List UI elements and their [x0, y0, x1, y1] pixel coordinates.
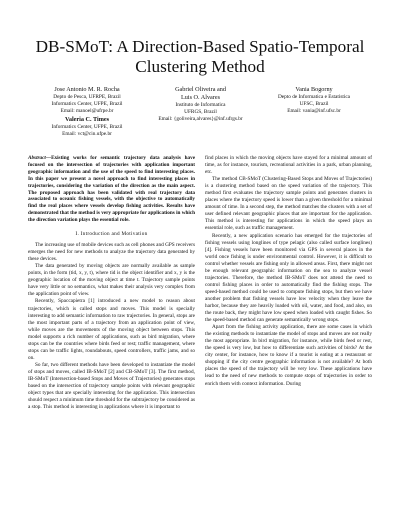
author-name: Valeria C. Times [64, 115, 110, 123]
paragraph: Recently, a new application scenario has emerged for the trajectories of fishing vessels using longlines of type pelagic (also called surface longlines) [4]. Fishing vessels have been monitored via GPS in several places in the world once fishing is under environmental control. However, it is difficult to control whether vessels are fishing only in allowed areas. First, there might not be enough relevant geographic information on the sea to analyze vessel trajectories. Therefore, the method IB-SMoT does not attend the need to control fishing places in order to automatically find the fishing stops. The speed-based method could be used to compute fishing stops, but then we have another problem that fishing vessels have low velocity when they leave the harbor, because they are heavily loaded with oil, water, and food, and also, on the route back, they might have low speed when loaded with caught fishes. So the speed-based method can generate semantically wrong stops. [205, 232, 372, 324]
paragraph: So far, two different methods have been developed to instantiate the model of stops and moves, called IB-SMoT [2] and CB-SMoT [3]. The first method, IB-SMoT (Intersection-based Stops and Moves of Trajectories) generates stops based on the intersection of trajectory sample points with relevant geographic object types that are specially interesting for the application. This intersection should respect a minimum time threshold for the subtrajectory be considered as a stop. This method is interesting in applications where it is important to [28, 361, 195, 411]
author-email: Email: manoel@ufrpe.br [60, 108, 114, 115]
author-name: Gabriel Oliveira and [175, 86, 226, 93]
author-affiliation: UFRGS, Brazil [184, 109, 217, 116]
left-column [28, 155, 195, 411]
author-affiliation: Informatics Center, UFPE, Brazil [51, 101, 123, 108]
paragraph: find places in which the moving objects have stayed for a minimal amount of time, as for instance, tourism, recreational activities in a park, urban planning, etc. [205, 155, 372, 176]
author-affiliation: Instituto de Informatica [175, 102, 226, 108]
author-name: Luis O. Alvares [180, 94, 220, 101]
author-affiliation: Depto de Pesca, UFRPE, Brazil [53, 94, 121, 100]
author-affiliation: Depto de Informatica e Estatistica [277, 94, 351, 100]
author-email: Email: {goliveira,alvares}@inf.ufrgs.br [158, 116, 243, 123]
author-name: Jose Antonio M. R. Rocha [54, 86, 120, 93]
section-heading: I. Introduction and Motivation [75, 231, 148, 238]
author-affiliation: UFSC, Brazil [299, 101, 329, 108]
abstract-label: Abstract [28, 155, 46, 161]
author-bogorny [258, 86, 370, 116]
paragraph: Apart from the fishing activity application, there are some cases in which the existing methods to instantiate the model of stops and moves are not really the most appropriate. In bird migration, for instance, while birds feed or rest, the speed is very low, but how to differentiate such activities of birds? At the city center, for instance, how to know if a tourist is eating at a restaurant or shopping if the city centre geographic information is not available? At both places the speed of the trajectory will be very low. These applications have lead to the need of new methods to compute stops of trajectories in order to enrich them with context information. During [205, 324, 372, 387]
author-name: Vania Bogorny [295, 86, 333, 93]
paper-title: DB-SMoT: A Direction-Based Spatio-Temporal Clustering Method [35, 37, 365, 76]
author-oliveira-alvares [143, 86, 258, 124]
author-rocha [32, 86, 142, 138]
abstract: Abstract—Existing works for semantic trajectory data analysis have focused on the intersection of trajectories with application important geographic information and the use of the speed to find interesting places. In this paper we present a novel approach to find interesting places in trajectories, considering the variation of the direction as the main aspect. The proposed approach has been validated with real trajectory data associated to oceanic fishing vessels, with the objective to automatically find the real places where vessels develop fishing activities. Results have demonstrated that the method is very appropriate for applications in which the direction variation plays the essential role. [28, 155, 195, 224]
author-affiliation: Informatics Center, UFPE, Brazil [51, 123, 123, 130]
paragraph: The data generated by moving objects are normally available as sample points, in the form (tid, x, y, t), where tid is the object identifier and x, y is the geographic location of the moving object at time t. Trajectory sample points have very little or no semantics, what makes their analysis very complex from the application point of view. [28, 263, 195, 298]
author-email: Email: vania@inf.ufsc.br [287, 108, 341, 115]
paragraph: Recently, Spaccapietra [1] introduced a new model to reason about trajectories, which is called stops and moves. This model is specially interesting to add semantic information to raw trajectories. In general, stops are the most important parts of a trajectory from an application point of view, while moves are the movements of the moving object between stops. This model supports a rich number of applications, such as bird migration, where stops can be the countries where birds feed or rest; traffic management, where stops can be traffic lights, roundabouts, speed controllers, traffic jams, and so on. [28, 298, 195, 361]
right-column [205, 155, 372, 388]
paragraph: The method CB-SMoT (Clustering-Based Stops and Moves of Trajectories) is a clustering method based on the speed variation of the trajectory. This method first evaluates the trajectory sample points and generates clusters in places where the trajectory speed is lower than a given threshold for a minimal amount of time. In a second step, the method matches the clusters with a set of user defined relevant geographic places that are important for the application. This method is interesting for applications in which the speed plays an essential role, such as traffic management. [205, 176, 372, 232]
author-email: Email: vct@cin.ufpe.br [62, 130, 112, 137]
paragraph: The increasing use of mobile devices such as cell phones and GPS receivers emerges the need for new methods to analyze the trajectory data generated by these devices. [28, 242, 195, 263]
abstract-text: Existing works for semantic trajectory data analysis have focused on the intersection of trajectories with application important geographic information and the use of the speed to find interesting places. In this paper we present a novel approach to find interesting places in trajectories, considering the variation of the direction as the main aspect. The proposed approach has been validated with real trajectory data associated to oceanic fishing vessels, with the objective to automatically find the real places where vessels develop fishing activities. Results have demonstrated that the method is very appropriate for applications in which the direction variation plays the essential role. [28, 155, 195, 224]
